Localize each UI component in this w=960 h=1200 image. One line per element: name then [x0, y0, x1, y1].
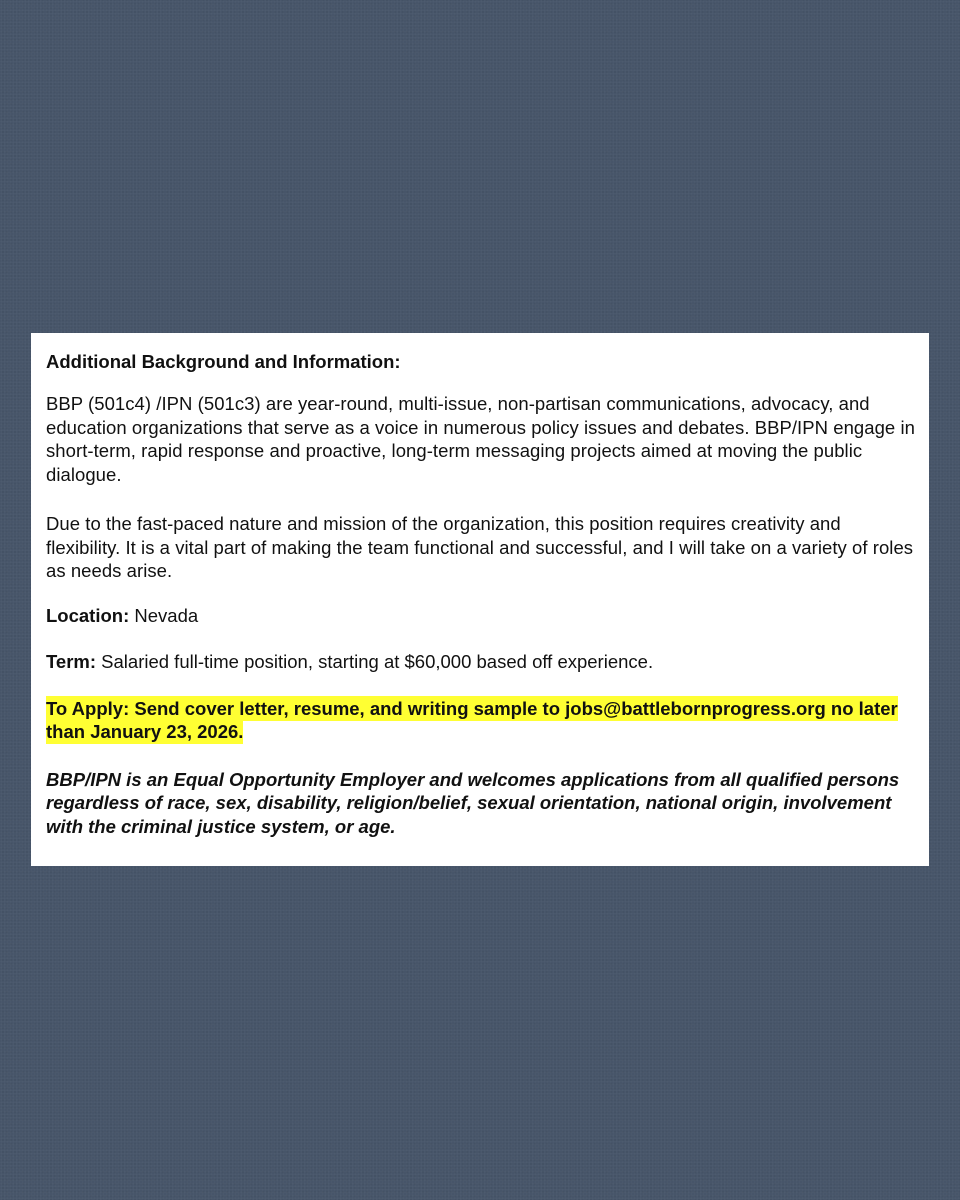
term-row	[46, 651, 915, 673]
term-label: Term:	[46, 650, 97, 672]
section-heading: Additional Background and Information:	[46, 351, 401, 372]
location-row	[46, 605, 915, 627]
apply-instructions	[46, 697, 915, 744]
mission-paragraph: Due to the fast-paced nature and mission of the organization, this position requires creativity and flexibility. It is a vital part of making the team functional and successful, and I will take on a variety of roles as needs arise.	[46, 513, 914, 581]
apply-highlight-text: To Apply: Send cover letter, resume, and writing sample to jobs@battlebornprogress.org no later than January 23, 2026.	[46, 697, 898, 742]
location-value: Nevada	[129, 604, 199, 626]
background-paragraph: BBP (501c4) /IPN (501c3) are year-round, multi-issue, non-partisan communications, advocacy, and education organizations that serve as a voice in numerous policy issues and debates. BBP/IPN engage in short-term, rapid response and proactive, long-term messaging projects aimed at moving the public dialogue.	[46, 393, 915, 485]
location-label: Location:	[46, 604, 130, 626]
term-value: Salaried full-time position, starting at $60,000 based off experience.	[96, 650, 654, 672]
equal-opportunity-statement: BBP/IPN is an Equal Opportunity Employer and welcomes applications from all qualified persons regardless of race, sex, disability, religion/belief, sexual orientation, national origin, involvement with the criminal justice system, or age.	[46, 768, 900, 837]
document-card	[31, 333, 929, 866]
